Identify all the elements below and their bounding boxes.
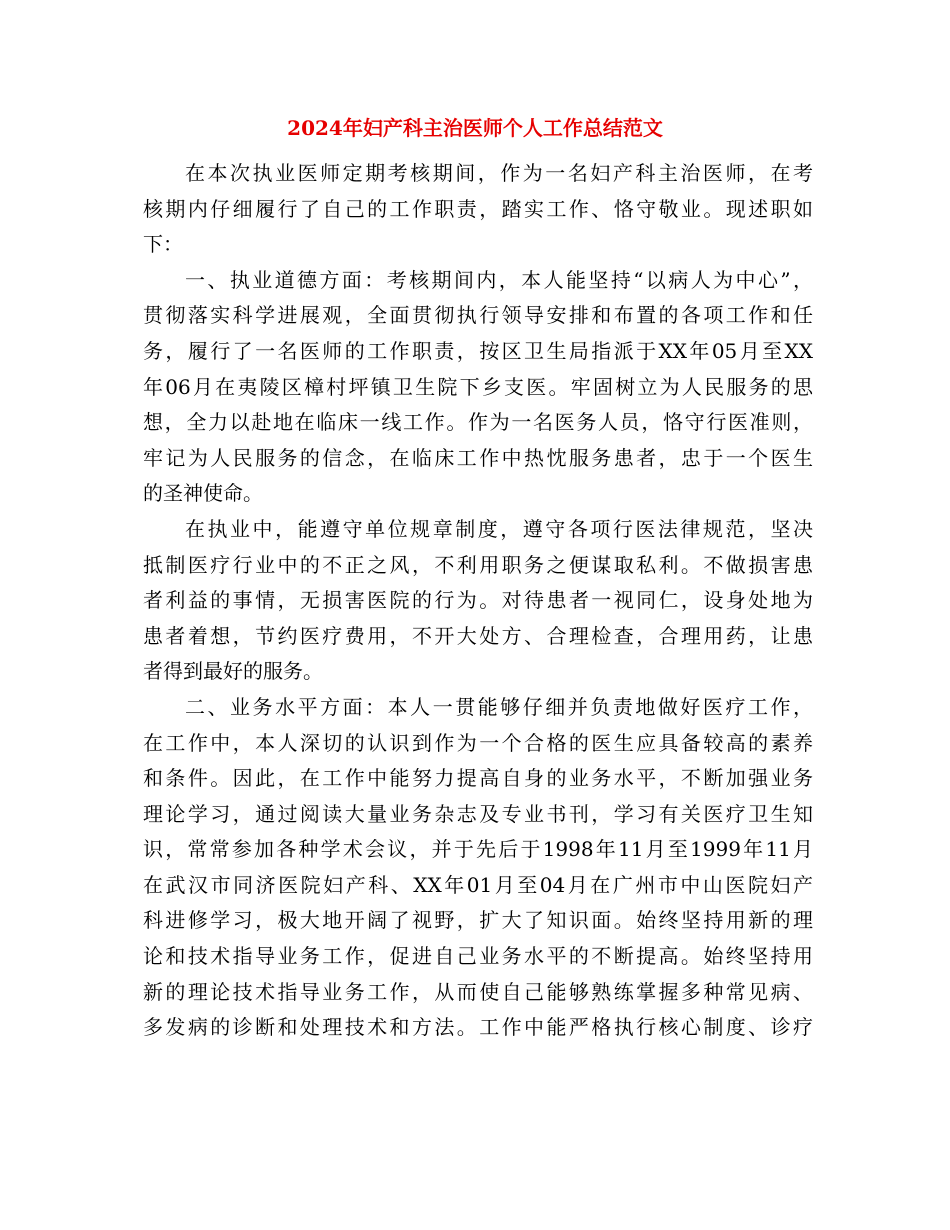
paragraph-4-line-1: 二、业务水平方面：本人一贯能够仔细并负责地做好医疗工作， bbox=[185, 694, 813, 719]
paragraph-2-line-2: 贯彻落实科学进展观，全面贯彻执行领导安排和布置的各项工作和任 bbox=[143, 303, 813, 328]
paragraph-4-line-3: 和条件。因此，在工作中能努力提高自身的业务水平，不断加强业务 bbox=[143, 766, 813, 791]
paragraph-4-line-4: 理论学习，通过阅读大量业务杂志及专业书刊，学习有关医疗卫生知 bbox=[143, 801, 813, 826]
paragraph-3-line-5: 者得到最好的服务。 bbox=[143, 659, 323, 684]
paragraph-3-line-2: 抵制医疗行业中的不正之风，不利用职务之便谋取私利。不做损害患 bbox=[143, 552, 813, 577]
paragraph-1-line-2: 核期内仔细履行了自己的工作职责，踏实工作、恪守敬业。现述职如 bbox=[143, 196, 813, 221]
paragraph-2-line-1: 一、执业道德方面：考核期间内，本人能坚持“以病人为中心”， bbox=[185, 267, 813, 292]
paragraph-4-line-9: 新的理论技术指导业务工作，从而使自己能够熟练掌握多种常见病、 bbox=[143, 979, 813, 1004]
paragraph-2-line-5: 想，全力以赴地在临床一线工作。作为一名医务人员，恪守行医准则， bbox=[143, 410, 813, 435]
paragraph-3-line-3: 者利益的事情，无损害医院的行为。对待患者一视同仁，设身处地为 bbox=[143, 588, 813, 613]
paragraph-4-line-7: 科进修学习，极大地开阔了视野，扩大了知识面。始终坚持用新的理 bbox=[143, 908, 813, 933]
paragraph-2-line-7: 的圣神使命。 bbox=[143, 481, 263, 506]
paragraph-4-line-8: 论和技术指导业务工作，促进自己业务水平的不断提高。始终坚持用 bbox=[143, 944, 813, 969]
paragraph-4-line-6: 在武汉市同济医院妇产科、XX年01月至04月在广州市中山医院妇产 bbox=[143, 872, 813, 897]
paragraph-4-line-2: 在工作中，本人深切的认识到作为一个合格的医生应具备较高的素养 bbox=[143, 730, 813, 755]
paragraph-2-line-6: 牢记为人民服务的信念，在临床工作中热忱服务患者，忠于一个医生 bbox=[143, 445, 813, 470]
paragraph-1-line-1: 在本次执业医师定期考核期间，作为一名妇产科主治医师，在考 bbox=[185, 161, 813, 185]
document-title: 2024年妇产科主治医师个人工作总结范文 bbox=[287, 116, 663, 140]
paragraph-4-line-10: 多发病的诊断和处理技术和方法。工作中能严格执行核心制度、诊疗 bbox=[143, 1015, 813, 1040]
document-body bbox=[143, 156, 813, 1046]
paragraph-3-line-4: 患者着想，节约医疗费用，不开大处方、合理检查，合理用药，让患 bbox=[143, 623, 813, 648]
paragraph-2-line-3: 务，履行了一名医师的工作职责，按区卫生局指派于XX年05月至XX bbox=[143, 338, 813, 363]
paragraph-1-line-3: 下： bbox=[143, 232, 183, 257]
paragraph-4-line-5: 识，常常参加各种学术会议，并于先后于1998年11月至1999年11月 bbox=[143, 837, 813, 862]
paragraph-3-line-1: 在执业中，能遵守单位规章制度，遵守各项行医法律规范，坚决 bbox=[185, 516, 813, 541]
paragraph-2-line-4: 年06月在夷陵区樟村坪镇卫生院下乡支医。牢固树立为人民服务的思 bbox=[143, 374, 813, 399]
